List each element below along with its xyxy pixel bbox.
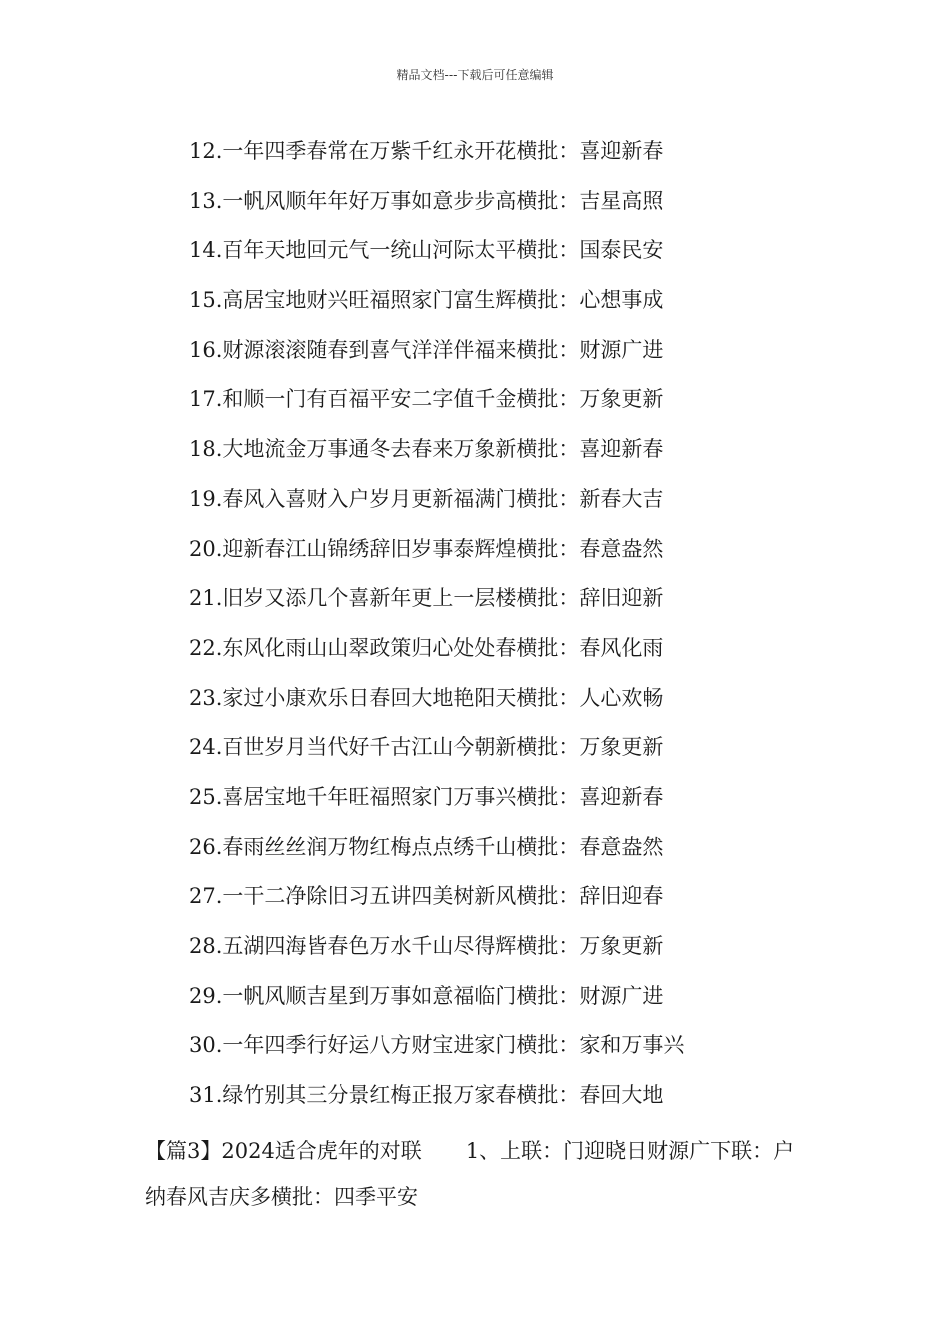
couplet-item: 19.春风入喜财入户岁月更新福满门横批：新春大吉 bbox=[189, 486, 664, 511]
section-heading: 【篇3】2024适合虎年的对联 bbox=[145, 1139, 422, 1163]
couplet-item: 13.一帆风顺年年好万事如意步步高横批：吉星高照 bbox=[189, 188, 664, 213]
page-header: 精品文档---下载后可任意编辑 bbox=[396, 68, 554, 82]
couplet-item: 22.东风化雨山山翠政策归心处处春横批：春风化雨 bbox=[189, 635, 664, 660]
couplet-item: 12.一年四季春常在万紫千红永开花横批：喜迎新春 bbox=[189, 139, 664, 163]
couplet-item: 25.喜居宝地千年旺福照家门万事兴横批：喜迎新春 bbox=[189, 784, 664, 809]
couplet-item: 20.迎新春江山锦绣辞旧岁事泰辉煌横批：春意盎然 bbox=[189, 536, 664, 561]
couplet-item: 27.一干二净除旧习五讲四美树新风横批：辞旧迎春 bbox=[189, 884, 664, 909]
couplet-item: 23.家过小康欢乐日春回大地艳阳天横批：人心欢畅 bbox=[189, 685, 664, 710]
couplet-item: 26.春雨丝丝润万物红梅点点绣千山横批：春意盎然 bbox=[189, 834, 664, 859]
couplet-item: 18.大地流金万事通冬去春来万象新横批：喜迎新春 bbox=[189, 437, 664, 462]
section-paragraph bbox=[145, 1128, 815, 1220]
couplet-item: 30.一年四季行好运八方财宝进家门横批：家和万事兴 bbox=[189, 1033, 685, 1058]
couplet-item: 17.和顺一门有百福平安二字值千金横批：万象更新 bbox=[189, 387, 664, 412]
couplet-item: 14.百年天地回元气一统山河际太平横批：国泰民安 bbox=[189, 238, 664, 263]
couplet-item: 28.五湖四海皆春色万水千山尽得辉横批：万象更新 bbox=[189, 934, 664, 958]
couplet-item: 21.旧岁又添几个喜新年更上一层楼横批：辞旧迎新 bbox=[189, 586, 664, 611]
couplet-item: 16.财源滚滚随春到喜气洋洋伴福来横批：财源广进 bbox=[189, 337, 664, 362]
couplet-item: 31.绿竹别其三分景红梅正报万家春横批：春回大地 bbox=[189, 1083, 664, 1108]
couplet-list bbox=[189, 134, 684, 1128]
couplet-item: 29.一帆风顺吉星到万事如意福临门横批：财源广进 bbox=[189, 983, 664, 1008]
couplet-item: 15.高居宝地财兴旺福照家门富生辉横批：心想事成 bbox=[189, 288, 664, 313]
section-body: 1、上联：门迎晓日财源广下联：户纳春风吉庆多横批：四季平安 bbox=[145, 1139, 795, 1209]
couplet-item: 24.百世岁月当代好千古江山今朝新横批：万象更新 bbox=[189, 735, 664, 760]
